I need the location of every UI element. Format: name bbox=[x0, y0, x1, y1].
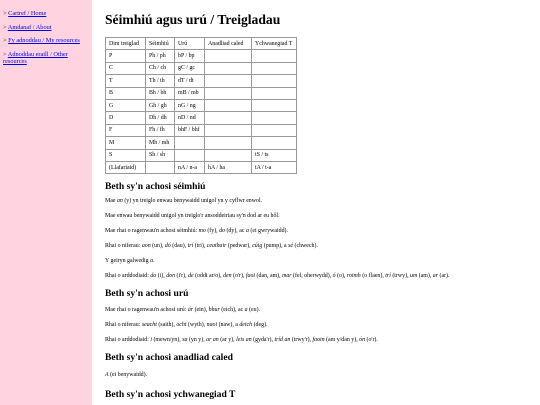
table-cell bbox=[252, 87, 297, 99]
table-cell: Th / th bbox=[146, 75, 175, 87]
table-row bbox=[106, 50, 297, 62]
table-row bbox=[106, 99, 297, 111]
section-paragraph: Y geiryn galwedig a. bbox=[105, 258, 155, 264]
section-paragraph: A (ei benywaidd). bbox=[105, 372, 148, 378]
table-cell: dT / dt bbox=[175, 75, 205, 87]
table-row bbox=[106, 161, 297, 173]
table-cell bbox=[175, 149, 205, 161]
sidebar bbox=[0, 0, 92, 405]
main-content bbox=[105, 0, 533, 400]
table-cell: S bbox=[106, 149, 146, 161]
sidebar-item-home: > Cartref / Home bbox=[3, 10, 47, 17]
sidebar-link-home[interactable]: Cartref / Home bbox=[8, 10, 47, 17]
sidebar-link-about[interactable]: Amdanaf / About bbox=[7, 23, 52, 31]
section-heading: Beth sy'n achosi anadliad caled bbox=[105, 352, 233, 363]
table-cell bbox=[205, 87, 252, 99]
column-header: Séimhiú bbox=[146, 38, 175, 50]
section-paragraph: Rhai o arddodiaid: do (i), don (i'r), de (oddi ar/o), den (o'r), faoi (dan, am), mar (fel, oherwydd), ó (o), roimh (o flaen), trí (trwy), um (am), ar (ar). bbox=[105, 273, 450, 279]
section-heading: Beth sy'n achosi ychwanegiad T bbox=[105, 389, 236, 400]
table-cell: Fh / fh bbox=[146, 124, 175, 136]
table-cell bbox=[175, 137, 205, 149]
section-paragraph: Mae rhai o ragenwau'n achosi séimhiú: mo (fy), do (dy), ac a (ei gwrywaidd). bbox=[105, 228, 288, 234]
table-cell: Sh / sh bbox=[146, 149, 175, 161]
table-cell: mB / mb bbox=[175, 87, 205, 99]
table-cell bbox=[252, 99, 297, 111]
table-cell: Ch / ch bbox=[146, 62, 175, 74]
table-cell bbox=[252, 50, 297, 62]
table-cell bbox=[205, 99, 252, 111]
table-cell: F bbox=[106, 124, 146, 136]
column-header: Anadliad caled bbox=[205, 38, 252, 50]
mutation-table bbox=[105, 37, 297, 174]
table-cell bbox=[205, 112, 252, 124]
table-cell: Mh / mh bbox=[146, 137, 175, 149]
section-paragraph: Mae an (y) yn treiglo enwau benywaidd unigol yn y cyflwr enwol. bbox=[105, 198, 263, 204]
table-cell bbox=[252, 112, 297, 124]
section-heading: Beth sy'n achosi séimhiú bbox=[105, 181, 206, 192]
table-cell bbox=[205, 124, 252, 136]
table-cell bbox=[205, 137, 252, 149]
table-cell: tS / ts bbox=[252, 149, 297, 161]
table-cell: hA / ha bbox=[205, 161, 252, 173]
column-header: Dim treiglad bbox=[106, 38, 146, 50]
table-cell bbox=[205, 75, 252, 87]
table-header-row bbox=[106, 38, 297, 50]
sidebar-item-about: > Amdanaf / About bbox=[3, 23, 52, 31]
table-cell: tA / t-a bbox=[252, 161, 297, 173]
table-cell: M bbox=[106, 137, 146, 149]
table-row bbox=[106, 124, 297, 136]
table-row bbox=[106, 137, 297, 149]
table-cell bbox=[252, 75, 297, 87]
table-cell bbox=[205, 50, 252, 62]
table-cell: gC / gc bbox=[175, 62, 205, 74]
section-heading: Beth sy'n achosi urú bbox=[105, 288, 189, 299]
table-cell: Bh / bh bbox=[146, 87, 175, 99]
table-cell: B bbox=[106, 87, 146, 99]
table-cell: D bbox=[106, 112, 146, 124]
section-paragraph: Rhai o arddodiaid: i (mewn/yn), sa (yn y), ar an (ar y), leis an (gyda'r), tríd an (trwy'r), faoin (am y/dan y), ón (o'r). bbox=[105, 337, 378, 343]
sidebar-nav bbox=[0, 0, 92, 66]
table-cell: nG / ng bbox=[175, 99, 205, 111]
sidebar-link-my-resources[interactable]: Fy adnoddau / My resources bbox=[8, 37, 80, 45]
table-body bbox=[106, 50, 297, 174]
table-cell bbox=[146, 161, 175, 173]
table-cell: Dh / dh bbox=[146, 112, 175, 124]
table-cell: G bbox=[106, 99, 146, 111]
column-header: Ychwanegiad T bbox=[252, 38, 297, 50]
table-cell: T bbox=[106, 75, 146, 87]
table-row bbox=[106, 75, 297, 87]
table-cell bbox=[205, 149, 252, 161]
section-paragraph: Rhai o niferau: aon (un), dó (dau), trí (tri), ceathair (pedwar), cúig (pump), a sé (chwech). bbox=[105, 243, 318, 249]
page-title: Séimhiú agus urú / Treigladau bbox=[105, 12, 281, 27]
column-header: Urú bbox=[175, 38, 205, 50]
table-cell bbox=[252, 137, 297, 149]
table-cell: bhF / bhf bbox=[175, 124, 205, 136]
table-row bbox=[106, 62, 297, 74]
sidebar-item-other-resources: > Adnoddau eraill / Other resources bbox=[3, 50, 68, 66]
table-row bbox=[106, 149, 297, 161]
table-cell: P bbox=[106, 50, 146, 62]
table-row bbox=[106, 112, 297, 124]
table-cell: (Llafariaid) bbox=[106, 161, 146, 173]
table-cell: Gh / gh bbox=[146, 99, 175, 111]
table-cell: Ph / ph bbox=[146, 50, 175, 62]
table-cell: nA / n-a bbox=[175, 161, 205, 173]
table-cell bbox=[205, 62, 252, 74]
table-cell: nD / nd bbox=[175, 112, 205, 124]
sidebar-item-my-resources: > Fy adnoddau / My resources bbox=[3, 37, 80, 45]
table-cell bbox=[252, 62, 297, 74]
section-paragraph: Mae enwau benywaidd unigol yn treiglo'r ansoddeiriau sy'n dod ar eu hôl. bbox=[105, 213, 280, 219]
table-row bbox=[106, 87, 297, 99]
table-cell bbox=[252, 124, 297, 136]
table-cell: C bbox=[106, 62, 146, 74]
table-cell: bP / bp bbox=[175, 50, 205, 62]
section-paragraph: Mae rhai o ragenwau'n achosi urú: ár (ein), bhur (eich), ac a (eu). bbox=[105, 307, 261, 313]
sidebar-link-other-resources[interactable]: Adnoddau eraill / Other resources bbox=[3, 50, 68, 66]
section-paragraph: Rhai o niferau: seacht (saith), ocht (wyth), naoi (naw), a deich (deg). bbox=[105, 322, 268, 328]
